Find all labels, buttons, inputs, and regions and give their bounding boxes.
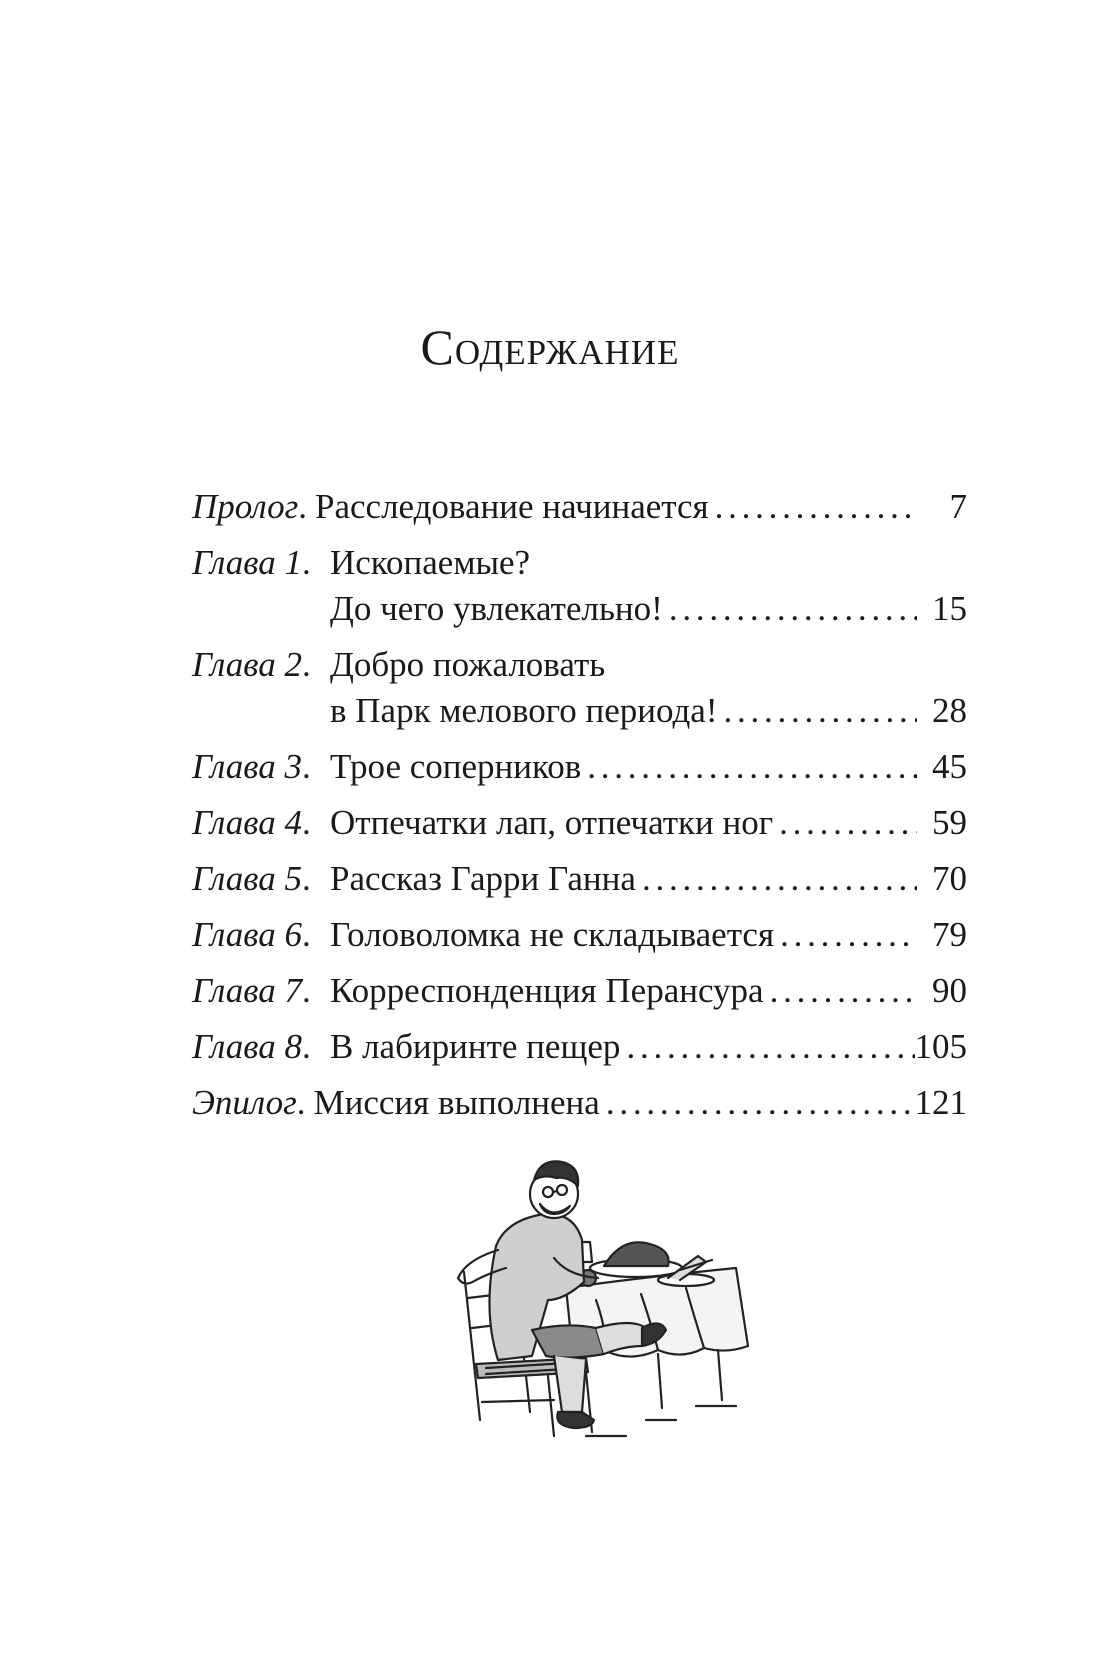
dot-leader <box>663 586 917 632</box>
toc-entry-label: Глава 5. <box>192 859 311 898</box>
toc-entry-title: Корреспонденция Перансура <box>330 971 764 1010</box>
toc-entry-label: Глава 3. <box>192 747 311 786</box>
toc-entry-page: 28 <box>932 691 967 730</box>
toc-entry-chapter-3[interactable] <box>192 744 967 790</box>
toc-entry-page: 121 <box>914 1083 967 1122</box>
toc-entry-label: Глава 8. <box>192 1027 311 1066</box>
dot-leader <box>773 800 917 846</box>
toc-entry-title-line-2: До чего увлекательно! <box>330 589 663 628</box>
toc-entry-label: Глава 6. <box>192 915 311 954</box>
toc-entry-page: 7 <box>949 487 967 526</box>
page-title: Содержание <box>420 319 680 375</box>
toc-entry-page: 70 <box>932 859 967 898</box>
toc-entry-label: Глава 2. <box>192 645 311 684</box>
toc-entry-title: Расследование начинается <box>315 487 709 526</box>
toc-entry-chapter-2[interactable] <box>192 642 967 734</box>
toc-entry-title-line-1: Ископаемые? <box>330 543 531 582</box>
dot-leader <box>600 1080 915 1126</box>
toc-entry-label: Глава 1. <box>192 543 311 582</box>
dot-leader <box>620 1024 914 1070</box>
dot-leader <box>764 968 917 1014</box>
toc-entry-chapter-7[interactable] <box>192 968 967 1014</box>
toc-entry-title: Рассказ Гарри Ганна <box>330 859 636 898</box>
man-eating-at-table-illustration <box>436 1150 766 1440</box>
toc-entry-page: 59 <box>932 803 967 842</box>
toc-entry-chapter-1[interactable] <box>192 540 967 632</box>
toc-entry-page: 90 <box>932 971 967 1010</box>
table-of-contents <box>192 484 967 1136</box>
toc-entry-label: Глава 4. <box>192 803 311 842</box>
toc-entry-title: Отпечатки лап, отпечатки ног <box>330 803 774 842</box>
toc-entry-page: 79 <box>932 915 967 954</box>
toc-entry-page: 105 <box>914 1027 967 1066</box>
toc-entry-title: В лабиринте пещер <box>330 1027 621 1066</box>
toc-entry-page: 15 <box>932 589 967 628</box>
toc-entry-chapter-8[interactable] <box>192 1024 967 1070</box>
toc-entry-page: 45 <box>932 747 967 786</box>
toc-entry-title: Трое соперников <box>330 747 582 786</box>
toc-entry-title: Миссия выполнена <box>313 1083 600 1122</box>
toc-entry-title-line-2: в Парк мелового периода! <box>330 691 718 730</box>
toc-entry-title-line-1: Добро пожаловать <box>330 645 606 684</box>
dot-leader <box>581 744 917 790</box>
dot-leader <box>774 912 917 958</box>
toc-entry-title: Головоломка не складывается <box>330 915 775 954</box>
toc-entry-label: Пролог. <box>192 487 307 526</box>
toc-entry-chapter-4[interactable] <box>192 800 967 846</box>
dot-leader <box>718 688 918 734</box>
dot-leader <box>709 484 917 530</box>
toc-entry-chapter-5[interactable] <box>192 856 967 902</box>
toc-entry-label: Глава 7. <box>192 971 311 1010</box>
toc-entry-label: Эпилог. <box>192 1083 306 1122</box>
toc-entry-prologue[interactable] <box>192 484 967 530</box>
dot-leader <box>636 856 917 902</box>
toc-entry-epilogue[interactable] <box>192 1080 967 1126</box>
toc-entry-chapter-6[interactable] <box>192 912 967 958</box>
